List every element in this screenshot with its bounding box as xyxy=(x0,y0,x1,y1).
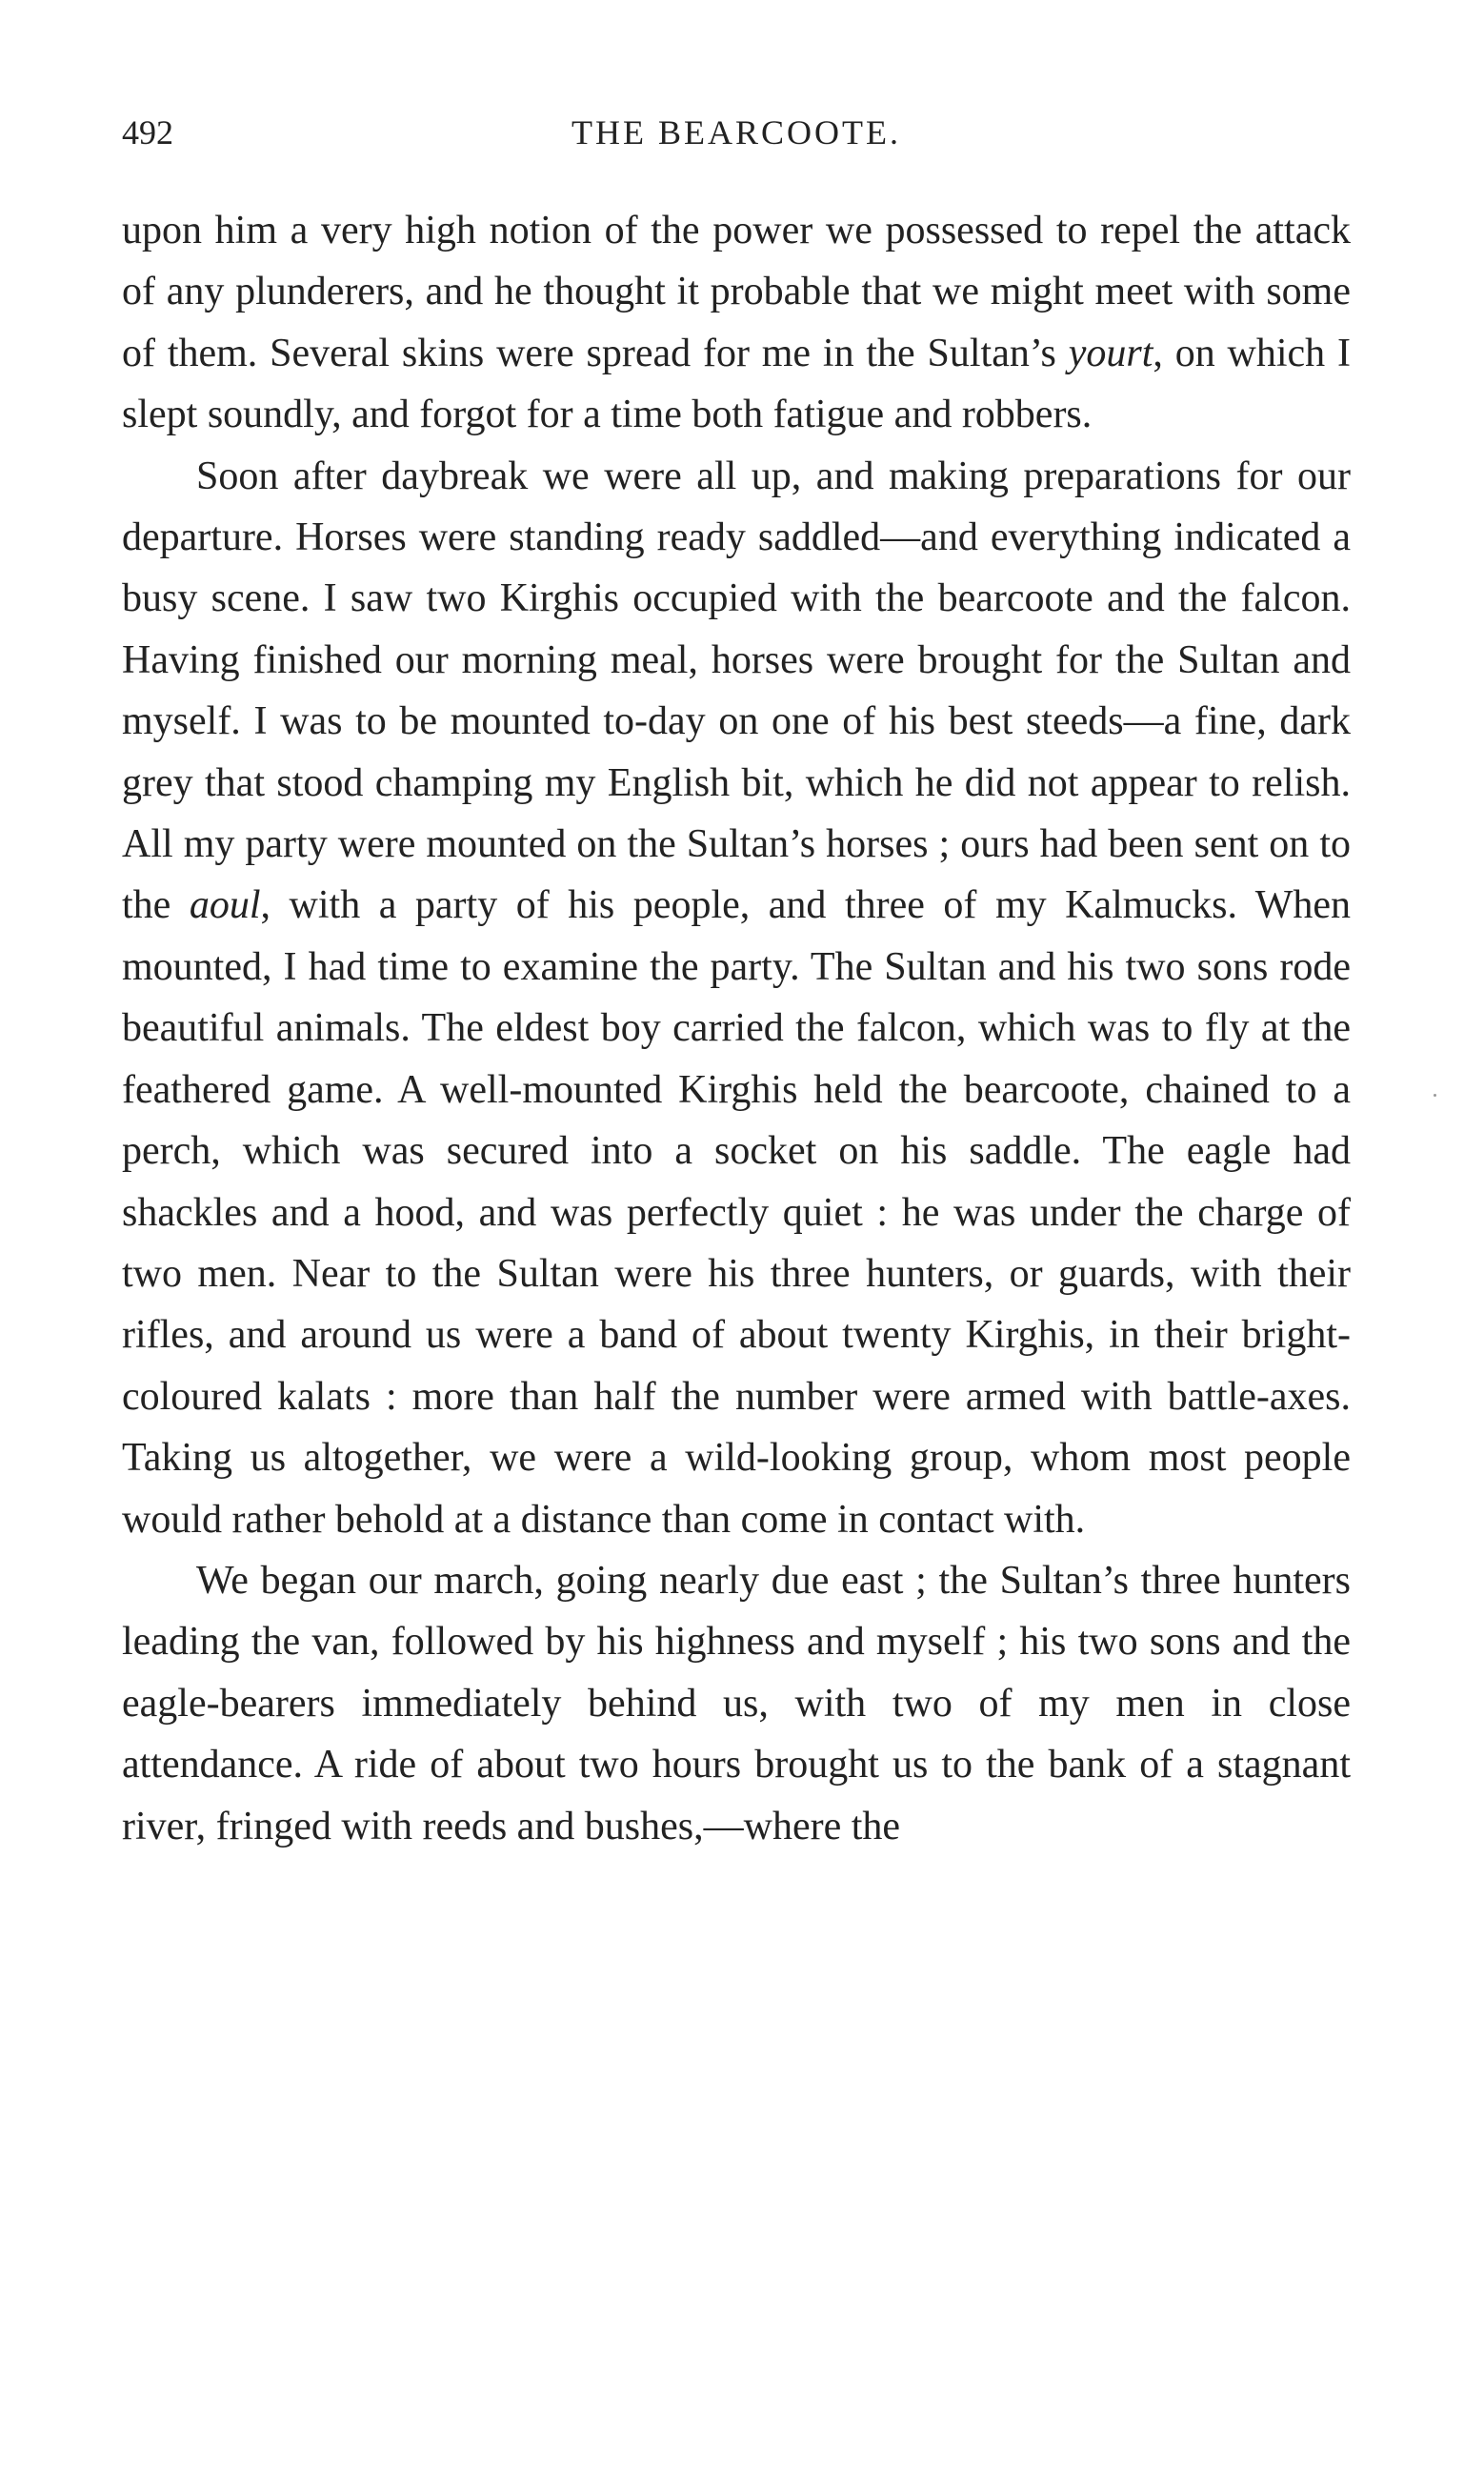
body-text xyxy=(122,200,1351,1857)
italic-word-yourt: yourt xyxy=(1068,331,1153,375)
italic-word-aoul: aoul xyxy=(189,883,261,928)
text-segment: We began our march, going nearly due east ; the Sultan’s three hunters leading the van, followed by his highness and myself ; his two sons and the eagle-bearers immediately behind us, with two of my men in close attendance. A ride of about two hours brought us to the bank of a stagnant river, fringed with reeds and bushes,—where the xyxy=(122,1558,1351,1848)
running-head xyxy=(122,112,1351,170)
page-number: 492 xyxy=(122,113,173,151)
text-segment: upon him a very high notion of the power we possessed to repel the attack of any plunderers, and he thought it probable that we might meet with some of them. Several skins were spread for me in the Sultan’s xyxy=(122,209,1351,375)
paragraph-1 xyxy=(122,200,1351,446)
text-segment: , with a party of his people, and three of my Kalmucks. When mounted, I had time to examine the party. The Sultan and his two sons rode beautiful animals. The eldest boy carried the falcon, which was to fly at the feathered game. A well-mounted Kirghis held the bearcoote, chained to a perch, which was secured into a socket on his saddle. The eagle had shackles and a hood, and was perfectly quiet : he was under the charge of two men. Near to the Sultan were his three hunters, or guards, with their rifles, and around us were a band of about twenty Kirghis, in their bright-coloured kalats : more than half the number were armed with battle-axes. Taking us altogether, we were a wild-looking group, whom most people would rather behold at a distance than come in contact with. xyxy=(122,883,1351,1542)
margin-speck xyxy=(1434,1094,1436,1097)
running-title: THE BEARCOOTE. xyxy=(572,113,901,151)
text-segment: Soon after daybreak we were all up, and making preparations for our departure. Horses were standing ready saddled—and everything indicated a busy scene. I saw two Kirghis occupied with the bearcoote and the falcon. Having finished our morning meal, horses were brought for the Sultan and myself. I was to be mounted to-day on one of his best steeds—a fine, dark grey that stood champing my English bit, which he did not appear to relish. All my party were mounted on the Sultan’s horses ; ours had been sent on to the xyxy=(122,454,1351,928)
text-segment: , on which I slept soundly, and forgot for a time both fatigue and robbers. xyxy=(122,331,1351,437)
paragraph-3 xyxy=(122,1550,1351,1857)
paragraph-2 xyxy=(122,446,1351,1550)
